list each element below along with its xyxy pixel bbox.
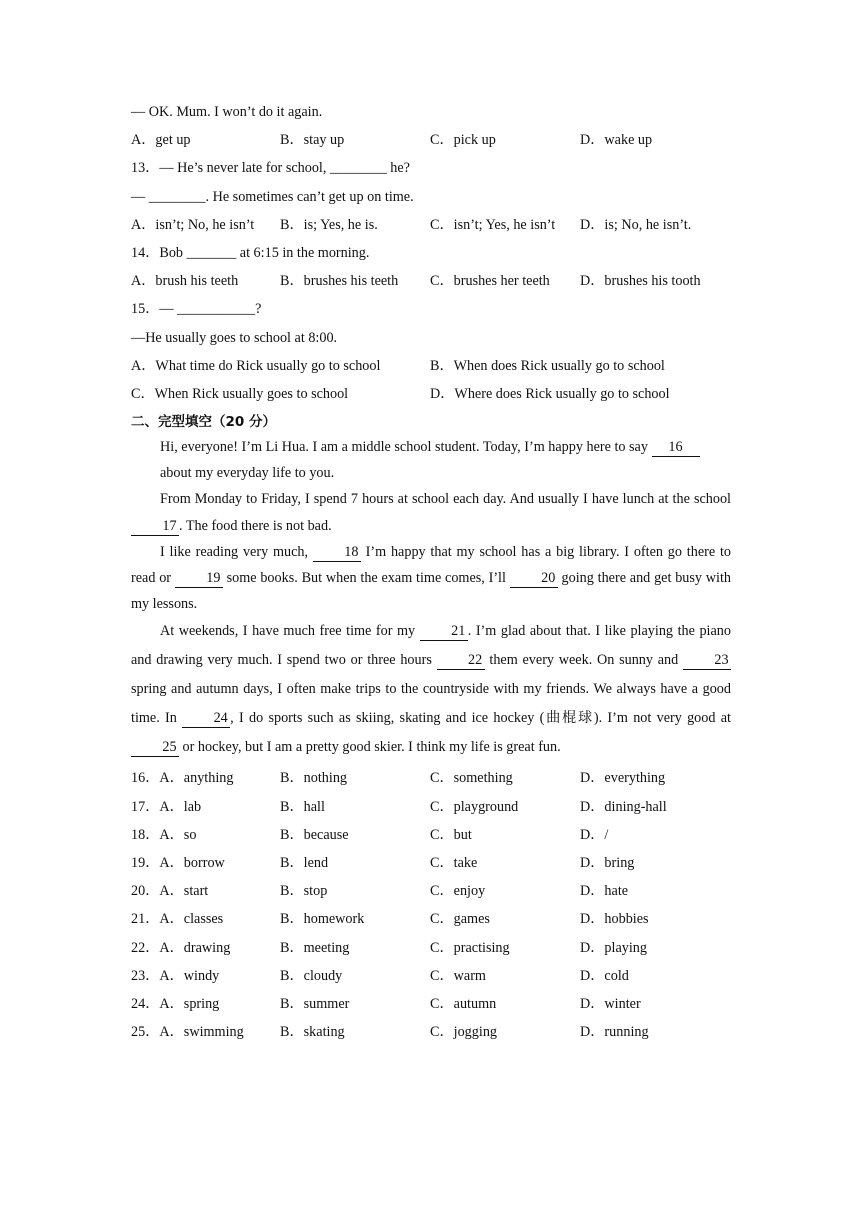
q15-option-d[interactable]: D．Where does Rick usually go to school [430,385,670,402]
option-21-b[interactable]: B．homework [280,911,365,928]
option-20-c[interactable]: C．enjoy [430,883,486,900]
blank-19[interactable]: 19 [175,569,223,588]
answer-row-21 [131,905,731,933]
q14-stem: 14．Bob _______ at 6:15 in the morning. [131,244,370,261]
option-22-d[interactable]: D．playing [580,939,647,956]
option-25-a[interactable]: 25．A．swimming [131,1024,244,1041]
option-18-d[interactable]: D．/ [580,826,609,843]
q13-reply: — ________. He sometimes can’t get up on time. [131,188,414,205]
option-23-b[interactable]: B．cloudy [280,967,343,984]
q14-options [131,267,731,295]
answer-row-22 [131,934,731,962]
q12-options [131,126,731,154]
q13-option-a[interactable]: A．isn’t; No, he isn’t [131,216,255,233]
q15-option-c[interactable]: C．When Rick usually goes to school [131,385,349,402]
passage-text: spring and autumn days, I often make trips to the countryside with my friends. We always have a good time. In [131,681,731,727]
option-20-d[interactable]: D．hate [580,883,629,900]
q12-option-a[interactable]: A．get up [131,132,191,149]
blank-20[interactable]: 20 [510,569,558,588]
passage-text: . The food there is not bad. [179,517,332,534]
passage-text: , I do sports such as skiing, skating and ice hockey (曲棍球). I’m not very good at [230,710,731,727]
option-23-a[interactable]: 23．A．windy [131,967,220,984]
passage-text: I’m happy that my school has a big library. I often go there to read or [131,543,731,587]
q13-options [131,211,731,239]
option-22-b[interactable]: B．meeting [280,939,350,956]
passage-text: going there and get busy with my lessons. [131,570,732,613]
q12-option-b[interactable]: B．stay up [280,132,345,149]
blank-23[interactable]: 23 [683,651,731,670]
passage-text: some books. But when the exam time comes, I’ll [222,570,510,587]
q12-option-c[interactable]: C．pick up [430,132,496,149]
q13-stem: 13．— He’s never late for school, ________ he? [131,160,410,177]
passage-text: . I’m glad about that. I like playing the piano and drawing very much. I spend two or three hours [131,623,731,669]
blank-17[interactable]: 17 [131,517,179,536]
passage-text: or hockey, but I am a pretty good skier. I think my life is great fun. [179,739,561,756]
blank-25[interactable]: 25 [131,738,179,757]
option-16-a[interactable]: 16．A．anything [131,770,234,787]
passage-text: about my everyday life to you. [160,465,335,482]
option-24-c[interactable]: C．autumn [430,995,497,1012]
option-16-d[interactable]: D．everything [580,770,666,787]
option-18-b[interactable]: B．because [280,826,349,843]
section-heading: 二、完型填空（20 分） [131,414,276,431]
option-17-d[interactable]: D．dining-hall [580,798,667,815]
option-18-a[interactable]: 18．A．so [131,826,197,843]
q13-option-c[interactable]: C．isn’t; Yes, he isn’t [430,216,556,233]
q13-option-d[interactable]: D．is; No, he isn’t. [580,216,692,233]
answer-options-list [131,764,731,1046]
q13-option-b[interactable]: B．is; Yes, he is. [280,216,378,233]
option-17-c[interactable]: C．playground [430,798,519,815]
passage-paragraph-4 [131,617,731,762]
answer-row-17 [131,793,731,821]
passage-text: At weekends, I have much free time for my [160,623,420,640]
q15-options-row2 [131,380,731,408]
q12-reply: — OK. Mum. I won’t do it again. [131,104,323,120]
answer-row-16 [131,764,731,792]
option-18-c[interactable]: C．but [430,826,472,843]
option-21-c[interactable]: C．games [430,911,490,928]
option-24-b[interactable]: B．summer [280,995,350,1012]
option-25-c[interactable]: C．jogging [430,1024,498,1041]
q15-option-a[interactable]: A．What time do Rick usually go to school [131,357,381,374]
blank-21[interactable]: 21 [420,622,468,641]
q14-option-b[interactable]: B．brushes his teeth [280,273,399,290]
q15-reply: —He usually goes to school at 8:00. [131,329,338,346]
q15-stem: 15．— ___________? [131,301,262,318]
option-17-a[interactable]: 17．A．lab [131,798,202,815]
q14-option-d[interactable]: D．brushes his tooth [580,273,701,290]
option-21-d[interactable]: D．hobbies [580,911,649,928]
cloze-passage [131,434,731,762]
option-17-b[interactable]: B．hall [280,798,325,815]
option-25-b[interactable]: B．skating [280,1024,345,1041]
option-19-d[interactable]: D．bring [580,855,635,872]
option-20-b[interactable]: B．stop [280,883,328,900]
q14-option-c[interactable]: C．brushes her teeth [430,273,550,290]
option-19-c[interactable]: C．take [430,855,478,872]
exam-page [131,98,731,1046]
answer-row-23 [131,962,731,990]
option-23-d[interactable]: D．cold [580,967,629,984]
blank-22[interactable]: 22 [437,651,485,670]
blank-18[interactable]: 18 [313,543,361,562]
option-16-c[interactable]: C．something [430,770,513,787]
passage-paragraph-2 [131,486,731,538]
answer-row-19 [131,849,731,877]
answer-row-20 [131,877,731,905]
q15-options-row1 [131,352,731,380]
option-16-b[interactable]: B．nothing [280,770,348,787]
option-19-b[interactable]: B．lend [280,855,329,872]
answer-row-18 [131,821,731,849]
passage-text: I like reading very much, [160,543,313,560]
option-22-c[interactable]: C．practising [430,939,510,956]
passage-text: Hi, everyone! I’m Li Hua. I am a middle school student. Today, I’m happy here to say [160,439,652,456]
q15-option-b[interactable]: B．When does Rick usually go to school [430,357,665,374]
answer-row-25 [131,1018,731,1046]
option-20-a[interactable]: 20．A．start [131,883,209,900]
option-24-a[interactable]: 24．A．spring [131,995,220,1012]
q12-option-d[interactable]: D．wake up [580,132,653,149]
blank-16[interactable]: 16 [652,438,700,457]
passage-text: From Monday to Friday, I spend 7 hours at school each day. And usually I have lunch at the school [160,491,731,508]
answer-row-24 [131,990,731,1018]
option-25-d[interactable]: D．running [580,1024,649,1041]
option-21-a[interactable]: 21．A．classes [131,911,224,928]
option-19-a[interactable]: 19．A．borrow [131,855,225,872]
passage-text: them every week. On sunny and [484,652,683,669]
blank-24[interactable]: 24 [182,709,230,728]
passage-paragraph-1 [131,434,731,486]
option-24-d[interactable]: D．winter [580,995,641,1012]
option-22-a[interactable]: 22．A．drawing [131,939,231,956]
passage-paragraph-3 [131,539,731,618]
q14-option-a[interactable]: A．brush his teeth [131,273,239,290]
option-23-c[interactable]: C．warm [430,967,486,984]
